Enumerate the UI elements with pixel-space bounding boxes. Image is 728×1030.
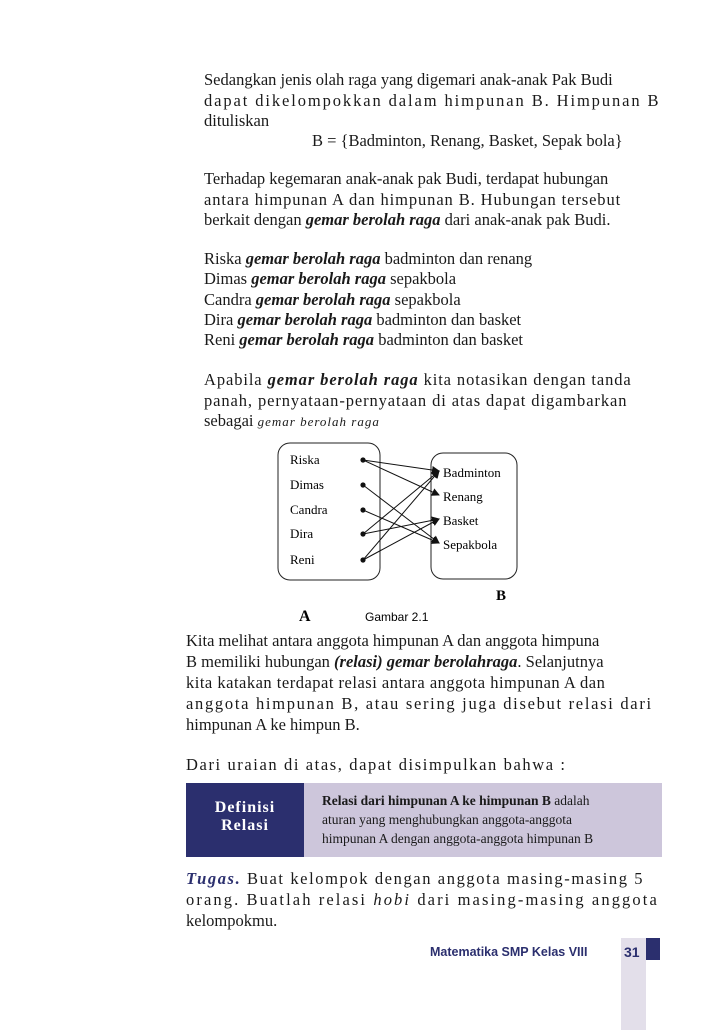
- relation-term: gemar berolah raga: [305, 210, 441, 229]
- relation-arrow: [363, 485, 439, 543]
- text-span: . Selanjutnya: [517, 652, 604, 671]
- arrow-diagram: [0, 440, 728, 640]
- child-name: Dira: [204, 310, 234, 329]
- preference-item: [204, 269, 456, 289]
- set-b-label: B: [496, 588, 507, 604]
- footer-title: Matematika SMP Kelas VIII: [430, 945, 588, 959]
- child-name: Dimas: [204, 269, 248, 288]
- text-line: antara himpunan A dan himpunan B. Hubungan tersebut: [204, 190, 622, 209]
- text-line: Kita melihat antara anggota himpunan A dan anggota himpuna: [186, 631, 600, 650]
- relation-term: gemar berolah raga: [245, 249, 381, 268]
- hobi-term: hobi: [373, 890, 412, 909]
- text-span: dari anak-anak pak Budi.: [444, 210, 611, 229]
- page-number: 31: [624, 944, 640, 960]
- set-a-member: Candra: [290, 502, 328, 517]
- set-b-member: Badminton: [443, 465, 501, 480]
- set-b-definition: B = {Badminton, Renang, Basket, Sepak bola}: [312, 131, 623, 150]
- text-line: anggota himpunan B, atau sering juga disebut relasi dari: [186, 694, 653, 713]
- text-span: dari masing-masing anggota: [417, 890, 659, 909]
- definition-box: [186, 783, 662, 857]
- text-line: [204, 411, 380, 431]
- text-line: [186, 869, 644, 889]
- definition-line: aturan yang menghubungkan anggota-anggota: [322, 812, 573, 827]
- set-a-label: A: [299, 608, 311, 625]
- child-name: Candra: [204, 290, 252, 309]
- set-b-member: Renang: [443, 489, 483, 504]
- definition-label-panel: [186, 783, 304, 857]
- text-span: sebagai: [204, 411, 254, 430]
- text-line: [204, 370, 632, 390]
- sport-list: badminton dan basket: [376, 310, 522, 329]
- side-bar-accent: [646, 938, 660, 960]
- set-a-member: Riska: [290, 452, 320, 467]
- preference-item: [204, 249, 532, 269]
- relation-term: gemar berolah raga: [267, 370, 419, 389]
- sport-list: sepakbola: [390, 269, 457, 288]
- text-line: dituliskan: [204, 111, 270, 130]
- relation-term: gemar berolah raga: [237, 310, 373, 329]
- figure-caption: Gambar 2.1: [365, 610, 429, 624]
- text-line: dapat dikelompokkan dalam himpunan B. Himpunan B: [204, 91, 661, 110]
- sport-list: badminton dan basket: [378, 330, 523, 349]
- relation-term: gemar berolahraga: [386, 652, 518, 671]
- definition-text: [322, 791, 593, 848]
- text-line: Terhadap kegemaran anak-anak pak Budi, terdapat hubungan: [204, 169, 609, 188]
- relation-term: gemar berolah raga: [251, 269, 386, 288]
- text-line: [186, 890, 659, 910]
- text-span: berkait dengan: [204, 210, 302, 229]
- text-line: kelompokmu.: [186, 911, 278, 930]
- conclusion-line: Dari uraian di atas, dapat disimpulkan bahwa :: [186, 755, 567, 774]
- relation-term-small: gemar berolah raga: [257, 414, 380, 429]
- definition-line: himpunan A dengan anggota-anggota himpunan B: [322, 831, 594, 846]
- relasi-term: (relasi): [334, 652, 383, 671]
- child-name: Reni: [204, 330, 236, 349]
- text-line: himpunan A ke himpun B.: [186, 715, 360, 734]
- text-span: Apabila: [204, 370, 263, 389]
- definition-label: Definisi: [214, 799, 276, 816]
- text-span: kita notasikan dengan tanda: [423, 370, 632, 389]
- set-a-member: Dimas: [290, 477, 324, 492]
- text-span: Buat kelompok dengan anggota masing-masing 5: [247, 869, 645, 888]
- child-name: Riska: [204, 249, 242, 268]
- definition-line: [322, 791, 593, 810]
- set-a-member: Dira: [290, 526, 314, 541]
- set-b-member: Sepakbola: [443, 537, 498, 552]
- task-label: Tugas.: [186, 869, 242, 888]
- relation-term: gemar berolah raga: [255, 290, 391, 309]
- preference-item: [204, 290, 461, 310]
- text-line: panah, pernyataan-pernyataan di atas dapat digambarkan: [204, 391, 628, 410]
- text-line: [186, 652, 604, 672]
- text-span: orang. Buatlah relasi: [186, 890, 368, 909]
- text-line: kita katakan terdapat relasi antara anggota himpunan A dan: [186, 673, 606, 692]
- preference-item: [204, 330, 523, 350]
- set-b-member: Basket: [443, 513, 479, 528]
- relation-term: gemar berolah raga: [239, 330, 375, 349]
- text-span: B memiliki hubungan: [186, 652, 330, 671]
- text-span: adalah: [554, 793, 590, 808]
- sport-list: badminton dan renang: [384, 249, 533, 268]
- preference-item: [204, 310, 521, 330]
- relation-arrow: [363, 471, 439, 560]
- text-line: [204, 210, 610, 230]
- relation-arrow: [363, 519, 439, 534]
- set-a-member: Reni: [290, 552, 315, 567]
- definition-label: Relasi: [221, 817, 269, 834]
- sport-list: sepakbola: [394, 290, 461, 309]
- text-line: Sedangkan jenis olah raga yang digemari anak-anak Pak Budi: [204, 70, 613, 89]
- definition-term: Relasi dari himpunan A ke himpunan B: [322, 793, 551, 808]
- relation-arrow: [363, 471, 439, 534]
